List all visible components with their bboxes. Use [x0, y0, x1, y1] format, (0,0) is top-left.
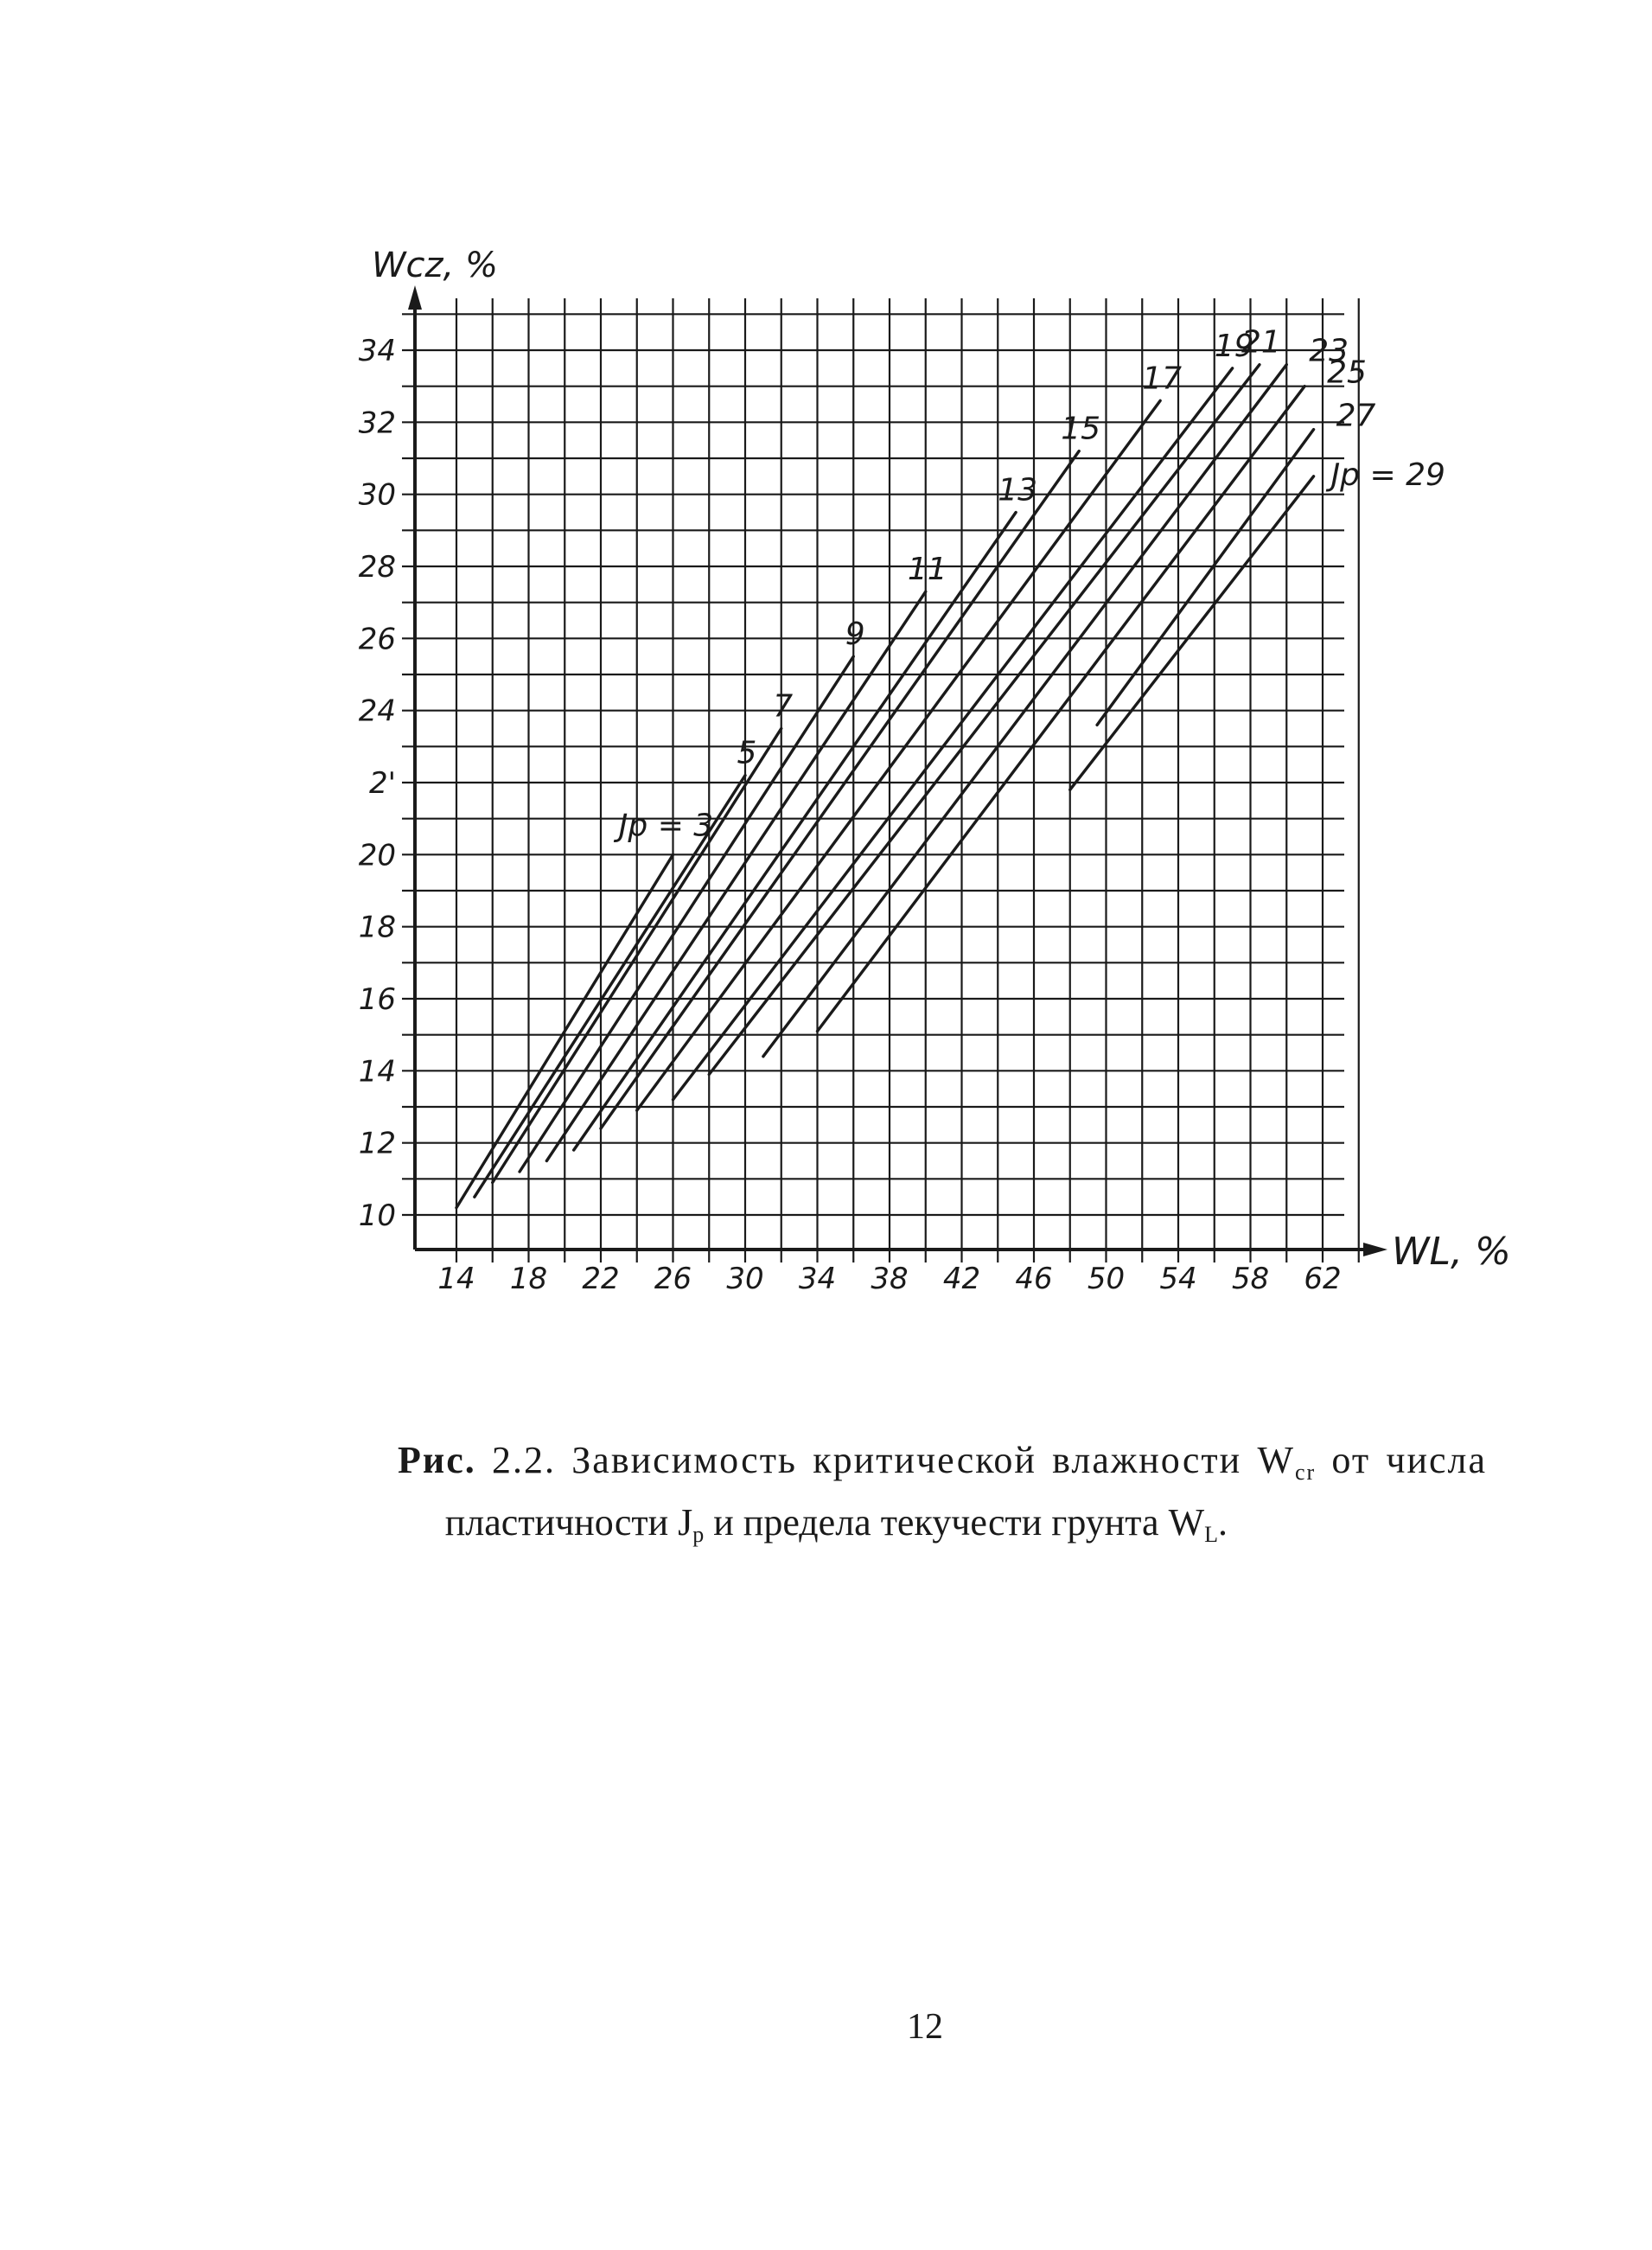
series-label: 11 [907, 552, 947, 588]
series-label: 9 [845, 617, 865, 653]
series-label: 23 [1309, 333, 1349, 369]
y-tick-label: 32 [358, 406, 396, 441]
x-tick-label: 18 [509, 1262, 548, 1296]
caption-line1-end: от числа [1331, 1439, 1488, 1481]
caption-line-1 [398, 1435, 1487, 1498]
y-tick-label: 24 [358, 694, 396, 729]
y-axis-title: Wcz, % [372, 246, 498, 285]
y-tick-label: 16 [358, 982, 396, 1017]
caption-line2-mid: и предела текучести грунта W [713, 1501, 1205, 1544]
x-tick-label: 54 [1159, 1262, 1197, 1296]
series-label: 27 [1336, 398, 1376, 434]
caption-line2-end: . [1218, 1501, 1228, 1544]
caption-sub-l: L [1204, 1522, 1218, 1547]
x-tick-label: 46 [1015, 1262, 1053, 1296]
x-tick-label: 34 [798, 1262, 837, 1296]
x-tick-label: 30 [726, 1262, 764, 1296]
series-line [546, 591, 925, 1160]
x-tick-label: 14 [437, 1262, 475, 1296]
y-tick-label: 12 [358, 1126, 396, 1161]
series-lines [456, 365, 1314, 1208]
series-label: 13 [998, 472, 1038, 508]
x-tick-label: 22 [582, 1262, 620, 1296]
caption-sub-p: p [692, 1522, 705, 1547]
series-line [673, 368, 1233, 1100]
x-tick-label: 38 [871, 1262, 909, 1296]
caption-prefix: Рис. [398, 1439, 476, 1481]
series-label: 7 [773, 688, 794, 725]
y-tick-label: 14 [358, 1054, 396, 1090]
series-line [637, 400, 1160, 1110]
y-tick-label: 26 [358, 622, 396, 657]
x-axis-arrow [1363, 1243, 1387, 1256]
caption-line-2 [398, 1498, 1487, 1560]
y-tick-label: 30 [358, 477, 396, 513]
axes [408, 285, 1387, 1256]
x-tick-label: 50 [1087, 1262, 1126, 1296]
series-labels [614, 325, 1445, 844]
x-tick-label: 42 [942, 1262, 981, 1296]
series-label: Jp = 29 [1330, 457, 1445, 493]
x-tick-label: 58 [1231, 1262, 1270, 1296]
x-axis-title: WL, % [1392, 1230, 1511, 1274]
series-label: Jp = 3 [618, 808, 714, 844]
y-axis-arrow [408, 285, 422, 310]
series-label: 17 [1142, 361, 1183, 397]
y-tick-label: 2' [369, 766, 396, 801]
caption-sub-cr: cr [1294, 1460, 1317, 1485]
figure-caption [398, 1435, 1487, 1560]
series-label: 19 [1214, 328, 1254, 364]
y-tick-label: 34 [358, 334, 396, 368]
caption-line2-text: пластичности J [444, 1501, 693, 1544]
series-label: 25 [1327, 355, 1367, 391]
series-line [520, 656, 853, 1172]
caption-number: 2.2. [492, 1439, 557, 1481]
x-tick-label: 62 [1304, 1262, 1342, 1296]
y-tick-label: 18 [358, 910, 396, 945]
page-number: 12 [907, 2007, 943, 2047]
tick-labels [359, 334, 1342, 1296]
series-label: 21 [1241, 324, 1281, 361]
series-label: 15 [1061, 411, 1101, 447]
x-tick-label: 26 [654, 1262, 692, 1296]
caption-line1-text: Зависимость критической влажности W [571, 1439, 1295, 1481]
series-label: 5 [737, 735, 757, 771]
y-tick-label: 10 [358, 1199, 396, 1233]
y-tick-label: 28 [358, 550, 396, 585]
y-tick-label: 20 [358, 838, 396, 873]
